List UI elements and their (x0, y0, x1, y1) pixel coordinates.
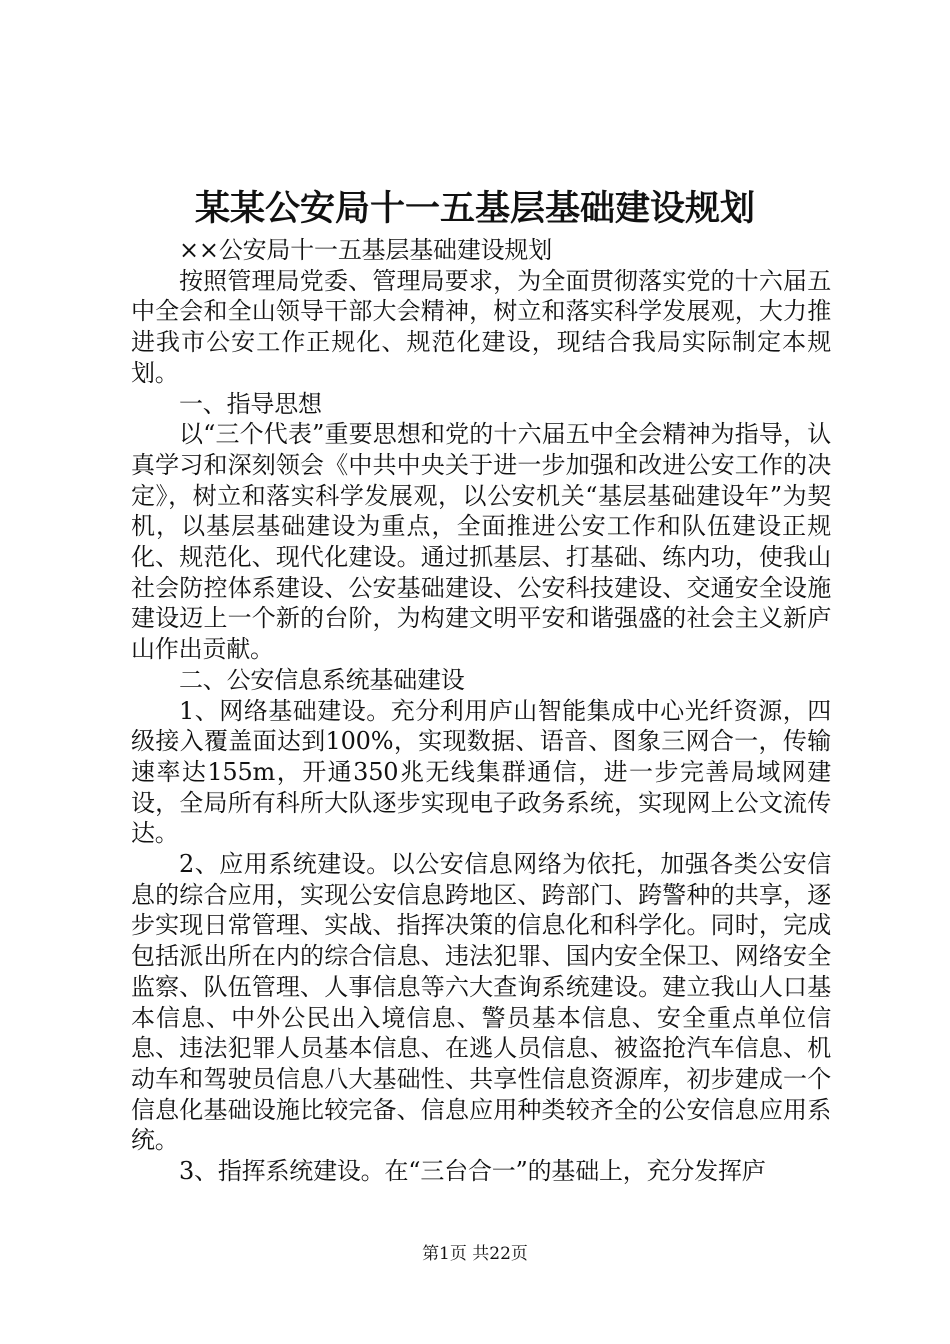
document-title: 某某公安局十一五基层基础建设规划 (194, 188, 755, 229)
page-number-footer: 第1页 共22页 (422, 1244, 528, 1264)
subtitle-paragraph: ××公安局十一五基层基础建设规划 (179, 236, 553, 264)
application-system-paragraph: 2、应用系统建设。以公安信息网络为依托，加强各类公安信息的综合应用，实现公安信息跨地区、跨部门、跨警种的共享，逐步实现日常管理、实战、指挥决策的信息化和科学化。同时，完成包括派出所在内的综合信息、违法犯罪、国内安全保卫、网络安全监察、队伍管理、人事信息等六大查询系统建设。建立我山人口基本信息、中外公民出入境信息、警员基本信息、安全重点单位信息、违法犯罪人员基本信息、在逃人员信息、被盗抢汽车信息、机动车和驾驶员信息八大基础性、共享性信息资源库，初步建成一个信息化基础设施比较完备、信息应用种类较齐全的公安信息应用系统。 (131, 850, 831, 1155)
section-heading-information-system: 二、公安信息系统基础建设 (179, 665, 465, 694)
guiding-ideology-paragraph: 以“三个代表”重要思想和党的十六届五中全会精神为指导，认真学习和深刻领会《中共中央关于进一步加强和改进公安工作的决定》，树立和落实科学发展观，以公安机关“基层基础建设年”为契机，以基层基础建设为重点，全面推进公安工作和队伍建设正规化、规范化、现代化建设。通过抓基层、打基础、练内功，使我山社会防控体系建设、公安基础建设、公安科技建设、交通安全设施建设迈上一个新的台阶，为构建文明平安和谐强盛的社会主义新庐山作出贡献。 (131, 420, 831, 664)
intro-paragraph: 按照管理局党委、管理局要求，为全面贯彻落实党的十六届五中全会和全山领导干部大会精神，树立和落实科学发展观，大力推进我市公安工作正规化、规范化建设，现结合我局实际制定本规划。 (131, 266, 831, 387)
section-heading-guiding-ideology: 一、指导思想 (179, 389, 322, 418)
document-body (131, 235, 831, 1187)
command-system-paragraph: 3、指挥系统建设。在“三台合一”的基础上，充分发挥庐 (179, 1157, 766, 1186)
network-construction-paragraph: 1、网络基础建设。充分利用庐山智能集成中心光纤资源，四级接入覆盖面达到100%，实现数据、语音、图象三网合一，传输速率达155m，开通350兆无线集群通信，进一步完善局域网建设，全局所有科所大队逐步实现电子政务系统，实现网上公文流传达。 (131, 696, 831, 848)
